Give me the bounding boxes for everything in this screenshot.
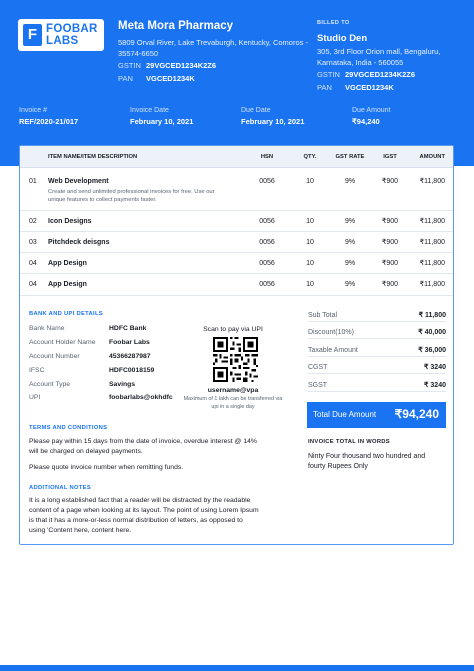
- item-description: Create and send unlimited professional invoices for free. Use our unique features to collect payments faster.: [48, 189, 215, 203]
- item-qty: 10: [306, 218, 314, 225]
- item-hsn: 0056: [259, 239, 275, 246]
- summary-label: SGST: [308, 382, 328, 389]
- row-number: 03: [29, 239, 37, 246]
- bank-value: Foobar Labs: [109, 339, 150, 346]
- bank-row: [29, 352, 199, 363]
- item-hsn: 0056: [259, 260, 275, 267]
- meta-value: ₹94,240: [352, 117, 380, 126]
- bank-label: Bank Name: [29, 325, 65, 332]
- billed-to-details: [317, 20, 467, 94]
- item-igst: ₹900: [381, 178, 399, 185]
- total-due-box: [307, 402, 446, 428]
- billed-to-pan-label: PAN: [317, 83, 332, 92]
- upi-id: username@vpa: [207, 387, 259, 394]
- bank-label: Account Type: [29, 381, 71, 388]
- bank-value: 45366287987: [109, 353, 151, 360]
- seller-gstin-label: GSTIN: [118, 61, 141, 70]
- summary-value: ₹ 3240: [424, 364, 446, 371]
- total-due-label: Total Due Amount: [313, 410, 377, 419]
- row-number: 02: [29, 218, 37, 225]
- row-number: 04: [29, 281, 37, 288]
- upi-note: Maximum of 1 lakh can be transferred via upi in a single day: [183, 396, 283, 410]
- summary-value: ₹ 11,800: [418, 312, 446, 319]
- billed-to-address: 305, 3rd Floor Orion mall, Bengaluru, Karnataka, India - 560055: [317, 47, 441, 67]
- bank-row: [29, 366, 199, 377]
- item-amount: ₹11,800: [419, 178, 445, 185]
- qr-caption: Scan to pay via UPI: [203, 326, 263, 333]
- summary-label: Sub Total: [308, 312, 338, 319]
- seller-pan: [118, 73, 308, 85]
- summary-value: ₹ 36,000: [418, 347, 446, 354]
- item-name: App Design: [48, 281, 87, 288]
- item-qty: 10: [306, 239, 314, 246]
- table-row: [20, 211, 453, 232]
- summary-value: ₹ 3240: [424, 382, 446, 389]
- summary-label: Discount(10%): [308, 329, 354, 336]
- row-number: 04: [29, 260, 37, 267]
- bank-section-title: BANK AND UPI DETAILS: [29, 311, 103, 317]
- billed-to-pan-value: VGCED1234K: [345, 83, 394, 92]
- table-row: [20, 274, 453, 296]
- table-row: [20, 168, 453, 211]
- bank-value: HDFC0018159: [109, 367, 155, 374]
- bank-label: IFSC: [29, 367, 45, 374]
- summary-label: CGST: [308, 364, 328, 371]
- billed-to-pan: [317, 82, 467, 94]
- billed-to-gstin-value: 29VGCED1234K2Z6: [345, 70, 416, 79]
- bank-label: Account Holder Name: [29, 339, 96, 346]
- total-due-value: ₹94,240: [394, 407, 439, 421]
- item-hsn: 0056: [259, 281, 275, 288]
- items-table-header: [20, 146, 453, 168]
- item-gst-rate: 9%: [344, 218, 356, 225]
- seller-details: [118, 20, 308, 85]
- bank-value: Savings: [109, 381, 136, 388]
- billed-to-gstin-label: GSTIN: [317, 70, 340, 79]
- terms-paragraph-1: Please pay within 15 days from the date of invoice, overdue interest @ 14% will be charged on delayed payments.: [29, 438, 257, 455]
- item-hsn: 0056: [259, 218, 275, 225]
- item-qty: 10: [306, 281, 314, 288]
- company-logo: [18, 19, 104, 51]
- seller-address: 5809 Orval River, Lake Trevaburgh, Kentucky, Comoros - 35574-6650: [118, 38, 308, 58]
- meta-label: Due Amount: [352, 107, 391, 114]
- item-amount: ₹11,800: [419, 260, 445, 267]
- item-name: App Design: [48, 260, 87, 267]
- item-gst-rate: 9%: [344, 281, 356, 288]
- meta-label: Due Date: [241, 107, 271, 114]
- summary-label: Taxable Amount: [308, 347, 358, 354]
- billed-to-name: Studio Den: [317, 33, 368, 44]
- bank-row: [29, 380, 199, 391]
- item-name: Pitchdeck deisgns: [48, 239, 110, 246]
- terms-paragraph-2: Please quote invoice number when remitting funds.: [29, 464, 184, 471]
- meta-label: Invoice #: [19, 107, 48, 114]
- total-in-words: Ninty Four thousand two hundred and fourty Rupees Only: [308, 453, 426, 470]
- item-name: Web Development: [48, 178, 109, 185]
- meta-due-amount: [352, 106, 391, 127]
- col-item: ITEM NAME/ITEM DESCRIPTION: [48, 154, 138, 160]
- seller-name: Meta Mora Pharmacy: [118, 20, 234, 32]
- summary-row-taxable: [308, 345, 446, 357]
- bank-row: [29, 324, 199, 335]
- row-number: 01: [29, 178, 37, 185]
- summary-row-cgst: [308, 362, 446, 374]
- footer-accent-bar: [0, 665, 474, 671]
- invoice-header: [0, 0, 474, 166]
- item-amount: ₹11,800: [419, 281, 445, 288]
- notes-paragraph: It is a long established fact that a reader will be distracted by the readable content of a page when looking at its layout. The point of using Lorem Ipsum is that it has a more-or-less normal distribution of letters, as opposed to using 'Content here, content here.: [29, 497, 259, 534]
- item-gst-rate: 9%: [344, 178, 356, 185]
- meta-value: February 10, 2021: [241, 117, 305, 126]
- terms-section-title: TERMS AND CONDITIONS: [29, 425, 108, 431]
- summary-row-discount: [308, 327, 446, 339]
- item-qty: 10: [306, 260, 314, 267]
- meta-due-date: [241, 106, 304, 127]
- item-amount: ₹11,800: [419, 239, 445, 246]
- upi-qr-code[interactable]: [213, 337, 258, 382]
- logo-text: FOOBAR LABS: [46, 23, 98, 47]
- item-hsn: 0056: [259, 178, 275, 185]
- meta-value: February 10, 2021: [130, 117, 194, 126]
- meta-invoice-number: [19, 106, 78, 127]
- col-amount: AMOUNT: [419, 154, 445, 160]
- bank-row: [29, 338, 199, 349]
- col-gst-rate: GST RATE: [335, 154, 365, 160]
- item-qty: 10: [306, 178, 314, 185]
- seller-pan-value: VGCED1234K: [146, 74, 195, 83]
- col-hsn: HSN: [260, 154, 274, 160]
- item-igst: ₹900: [381, 260, 399, 267]
- meta-value: REF/2020-21/017: [19, 117, 79, 126]
- table-row: [20, 253, 453, 274]
- summary-row-subtotal: [308, 310, 446, 322]
- seller-gstin-value: 29VGCED1234K2Z6: [146, 61, 217, 70]
- item-igst: ₹900: [381, 239, 399, 246]
- bank-label: UPI: [29, 394, 41, 401]
- item-gst-rate: 9%: [344, 260, 356, 267]
- total-in-words-title: INVOICE TOTAL IN WORDS: [308, 439, 390, 445]
- item-name: Icon Designs: [48, 218, 92, 225]
- seller-gstin: [118, 60, 308, 72]
- logo-mark: F: [23, 24, 42, 46]
- bank-row: [29, 393, 199, 404]
- col-qty: QTY.: [303, 154, 317, 160]
- billed-to-caption: BILLED TO: [317, 20, 350, 26]
- bank-value: HDFC Bank: [109, 325, 147, 332]
- item-amount: ₹11,800: [419, 218, 445, 225]
- meta-invoice-date: [130, 106, 193, 127]
- item-gst-rate: 9%: [344, 239, 356, 246]
- meta-label: Invoice Date: [130, 107, 169, 114]
- billed-to-gstin: [317, 69, 467, 81]
- summary-value: ₹ 40,000: [418, 329, 446, 336]
- col-igst: IGST: [383, 154, 397, 160]
- bank-label: Account Number: [29, 353, 80, 360]
- bank-value: foobarlabs@okhdfc: [109, 394, 173, 401]
- table-row: [20, 232, 453, 253]
- notes-section-title: ADDITIONAL NOTES: [29, 485, 92, 491]
- item-igst: ₹900: [381, 281, 399, 288]
- summary-row-sgst: [308, 380, 446, 392]
- invoice-card: [19, 145, 454, 545]
- item-igst: ₹900: [381, 218, 399, 225]
- seller-pan-label: PAN: [118, 74, 133, 83]
